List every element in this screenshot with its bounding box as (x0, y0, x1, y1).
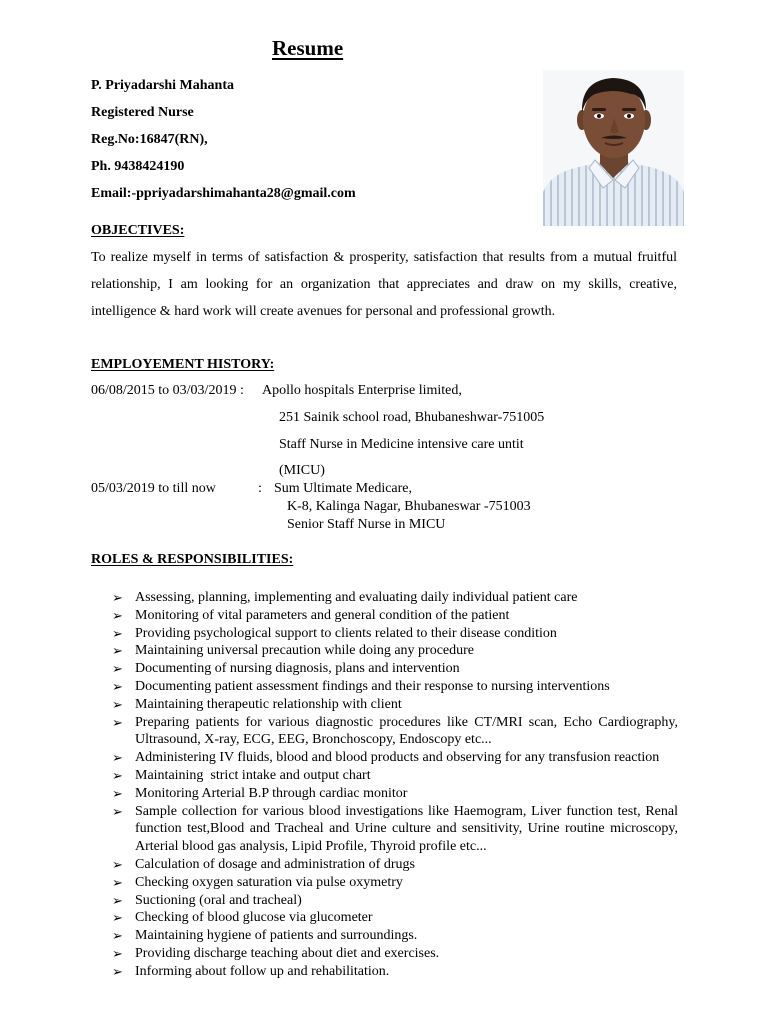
list-item (112, 945, 678, 963)
phone-number: Ph. 9438424190 (91, 159, 185, 174)
list-item (112, 785, 678, 803)
arrow-bullet-icon: ➢ (112, 803, 123, 819)
list-item (112, 696, 678, 714)
list-item-text: Checking oxygen saturation via pulse oxymetry (135, 874, 403, 890)
list-item (112, 892, 678, 910)
page-title: Resume (272, 36, 344, 60)
arrow-bullet-icon: ➢ (112, 892, 123, 908)
list-item-text: Maintaining universal precaution while doing any procedure (135, 643, 475, 659)
list-item-text: Preparing patients for various diagnostic procedures like CT/MRI scan, Echo Cardiography, Ultrasound, X-ray, ECG, EEG, Bronchoscopy, Endoscopy etc... (135, 714, 678, 748)
list-item (112, 749, 678, 767)
list-item (112, 767, 678, 785)
list-item (112, 963, 678, 981)
list-item (112, 642, 678, 660)
arrow-bullet-icon: ➢ (112, 714, 123, 730)
list-item-text: Documenting of nursing diagnosis, plans and intervention (135, 661, 460, 677)
list-item-text: Sample collection for various blood investigations like Haemogram, Liver function test, Renal function test,Blood and Tracheal and Urine culture and sensitivity, Urine routine microscopy, Arterial blood gas analysis, Lipid Profile, Thyroid profile etc... (135, 803, 678, 855)
arrow-bullet-icon: ➢ (112, 750, 123, 766)
job2-period: 05/03/2019 to till now (91, 481, 216, 496)
list-item-text: Calculation of dosage and administration of drugs (135, 856, 415, 872)
list-item (112, 607, 678, 625)
list-item (112, 678, 678, 696)
arrow-bullet-icon: ➢ (112, 945, 123, 961)
list-item-text: Maintaining therapeutic relationship with client (135, 696, 402, 712)
job2-role: Senior Staff Nurse in MICU (287, 517, 446, 532)
job1-period: 06/08/2015 to 03/03/2019 : (91, 383, 244, 398)
list-item (112, 625, 678, 643)
applicant-name: P. Priyadarshi Mahanta (91, 78, 234, 93)
list-item (112, 589, 678, 607)
job1-unit: (MICU) (279, 463, 325, 478)
list-item (112, 660, 678, 678)
arrow-bullet-icon: ➢ (112, 928, 123, 944)
objectives-text: To realize myself in terms of satisfaction & prosperity, satisfaction that results from a mutual fruitful relationship, I am looking for an organization that appreciates and draw on my skills, creative, intelligence & hard work will create avenues for personal and professional growth. (91, 250, 677, 319)
profession: Registered Nurse (91, 105, 194, 120)
arrow-bullet-icon: ➢ (112, 607, 123, 623)
list-item (112, 909, 678, 927)
arrow-bullet-icon: ➢ (112, 856, 123, 872)
job2-address: K-8, Kalinga Nagar, Bhubaneswar -751003 (287, 499, 531, 514)
job1-address: 251 Sainik school road, Bhubaneshwar-751005 (279, 410, 545, 425)
arrow-bullet-icon: ➢ (112, 963, 123, 979)
list-item (112, 803, 678, 856)
list-item-text: Providing psychological support to clients related to their disease condition (135, 625, 557, 641)
roles-heading: ROLES & RESPONSIBILITIES: (91, 552, 294, 567)
list-item (112, 874, 678, 892)
roles-list (112, 589, 678, 981)
arrow-bullet-icon: ➢ (112, 910, 123, 926)
list-item-text: Providing discharge teaching about diet and exercises. (135, 945, 440, 961)
arrow-bullet-icon: ➢ (112, 590, 123, 605)
list-item-text: Documenting patient assessment findings and their response to nursing interventions (135, 678, 610, 694)
list-item (112, 927, 678, 945)
email-address: Email:-ppriyadarshimahanta28@gmail.com (91, 186, 356, 201)
arrow-bullet-icon: ➢ (112, 678, 123, 694)
list-item-text: Monitoring of vital parameters and general condition of the patient (135, 607, 510, 623)
list-item-text: Administering IV fluids, blood and blood products and observing for any transfusion reaction (135, 750, 660, 766)
job2-employer: Sum Ultimate Medicare, (274, 481, 413, 496)
list-item-text: Checking of blood glucose via glucometer (135, 910, 373, 926)
registration-number: Reg.No:16847(RN), (91, 132, 208, 147)
employment-heading: EMPLOYEMENT HISTORY: (91, 357, 275, 372)
profile-photo (543, 70, 684, 226)
arrow-bullet-icon: ➢ (112, 785, 123, 801)
list-item (112, 714, 678, 750)
job1-role: Staff Nurse in Medicine intensive care untit (279, 437, 524, 452)
arrow-bullet-icon: ➢ (112, 696, 123, 712)
arrow-bullet-icon: ➢ (112, 767, 123, 783)
objectives-heading: OBJECTIVES: (91, 223, 185, 238)
list-item-text: Informing about follow up and rehabilitation. (135, 963, 390, 979)
arrow-bullet-icon: ➢ (112, 661, 123, 677)
job1-employer: Apollo hospitals Enterprise limited, (262, 383, 462, 398)
list-item (112, 856, 678, 874)
list-item-text: Suctioning (oral and tracheal) (135, 892, 302, 908)
list-item-text: Maintaining strict intake and output chart (135, 767, 371, 783)
arrow-bullet-icon: ➢ (112, 625, 123, 641)
list-item-text: Assessing, planning, implementing and evaluating daily individual patient care (135, 590, 578, 605)
list-item-text: Monitoring Arterial B.P through cardiac monitor (135, 785, 408, 801)
arrow-bullet-icon: ➢ (112, 643, 123, 659)
arrow-bullet-icon: ➢ (112, 874, 123, 890)
list-item-text: Maintaining hygiene of patients and surroundings. (135, 928, 418, 944)
job2-separator: : (258, 481, 262, 496)
